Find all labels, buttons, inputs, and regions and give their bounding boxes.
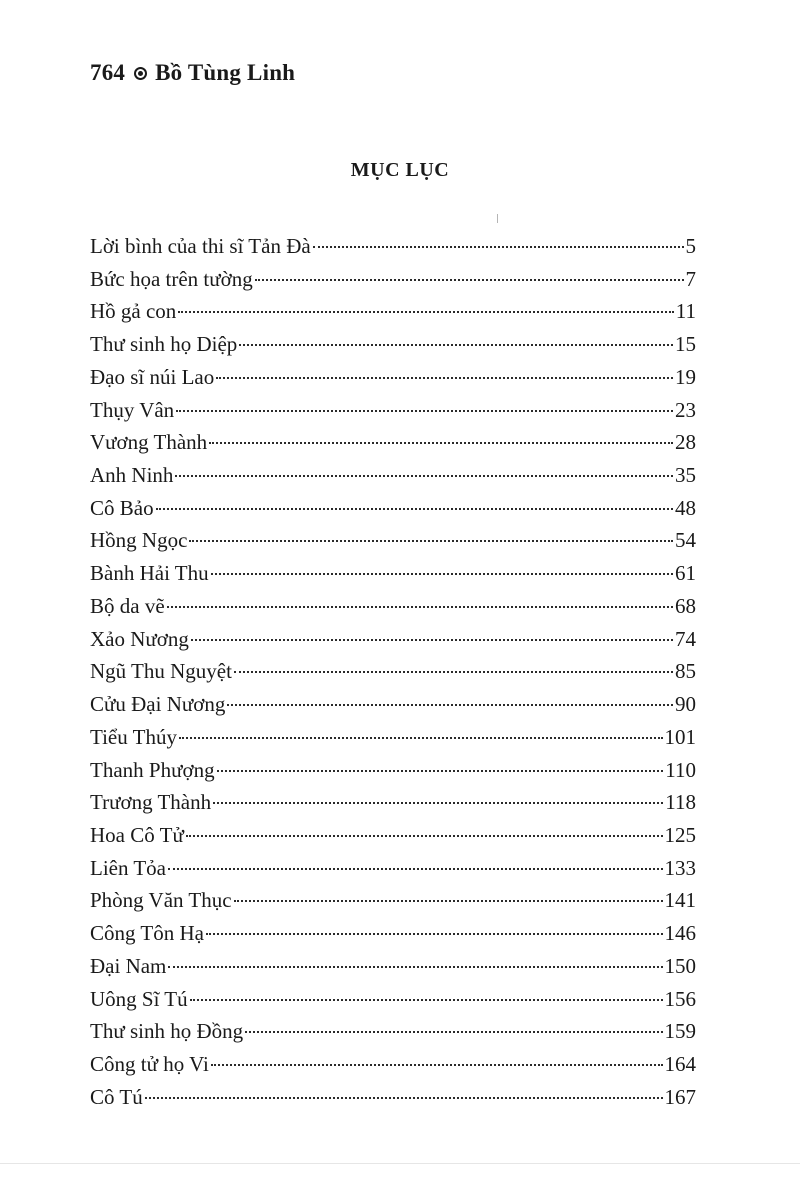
dot-leader [168, 868, 662, 870]
toc-entry [90, 721, 696, 754]
toc-entry-title: Cô Tú [90, 1084, 143, 1109]
page-bottom-edge [0, 1163, 800, 1164]
toc-entry-page-number: 101 [664, 724, 696, 749]
toc-entry-page-number: 125 [664, 822, 696, 847]
dot-leader [176, 410, 673, 412]
dot-leader [179, 737, 663, 739]
toc-entry-title: Hồ gả con [90, 299, 177, 324]
toc-entry-page-number: 61 [675, 561, 696, 586]
dot-leader [239, 344, 673, 346]
toc-entry [90, 917, 696, 950]
toc-entry-page-number: 133 [664, 855, 696, 880]
toc-entry-page-number: 167 [664, 1084, 696, 1109]
toc-entry [90, 328, 696, 361]
toc-entry-title: Thụy Vân [90, 397, 175, 422]
dot-leader [234, 900, 663, 902]
dot-leader [216, 377, 673, 379]
dot-leader [206, 933, 663, 935]
toc-entry-title: Liên Tỏa [90, 855, 167, 880]
toc-entry [90, 394, 696, 427]
toc-entry [90, 884, 696, 917]
dot-leader [255, 279, 684, 281]
toc-entry [90, 263, 696, 296]
dot-leader [168, 966, 662, 968]
toc-entry-title: Cửu Đại Nương [90, 692, 226, 717]
dot-leader [313, 246, 684, 248]
toc-entry [90, 655, 696, 688]
toc-entry [90, 361, 696, 394]
toc-entry [90, 1048, 696, 1081]
toc-entry-page-number: 11 [675, 299, 696, 324]
dot-leader [217, 770, 664, 772]
toc-entry [90, 983, 696, 1016]
toc-entry-page-number: 110 [665, 757, 696, 782]
toc-entry-title: Đạo sĩ núi Lao [90, 364, 215, 389]
running-head [90, 60, 295, 86]
toc-entry-page-number: 150 [664, 953, 696, 978]
toc-title: MỤC LỤC [350, 159, 450, 181]
dot-leader [245, 1031, 662, 1033]
toc-entry [90, 492, 696, 525]
toc-entry [90, 230, 696, 263]
toc-entry [90, 557, 696, 590]
toc-entry [90, 426, 696, 459]
dot-leader [213, 802, 663, 804]
toc-entry [90, 852, 696, 885]
toc-entry [90, 786, 696, 819]
toc-entry [90, 1015, 696, 1048]
toc-entry-title: Lời bình của thi sĩ Tản Đà [90, 234, 311, 258]
dot-leader [211, 573, 673, 575]
bullseye-separator-icon [134, 67, 147, 80]
dot-leader [190, 999, 663, 1001]
toc-entry-title: Ngũ Thu Nguyệt [90, 659, 232, 684]
toc-entry-page-number: 48 [675, 495, 696, 520]
toc-entry-page-number: 74 [675, 626, 696, 651]
dot-leader [145, 1097, 663, 1099]
toc-entry-page-number: 156 [664, 986, 696, 1011]
toc-entry-page-number: 23 [675, 397, 696, 422]
toc-entry-page-number: 28 [675, 430, 696, 455]
toc-entry-title: Tiểu Thúy [90, 724, 177, 749]
toc-entry [90, 459, 696, 492]
toc-entry-title: Hoa Cô Tử [90, 822, 184, 847]
dot-leader [186, 835, 663, 837]
print-speck [497, 214, 498, 223]
toc-entry-title: Phòng Văn Thục [90, 888, 232, 913]
toc-entry-title: Bành Hải Thu [90, 561, 209, 586]
toc-entry-page-number: 7 [685, 266, 696, 291]
dot-leader [189, 540, 673, 542]
toc-entry-title: Bức họa trên tường [90, 266, 253, 291]
dot-leader [211, 1064, 663, 1066]
toc-entry [90, 623, 696, 656]
toc-entry-page-number: 90 [675, 692, 696, 717]
toc-entry-page-number: 68 [675, 593, 696, 618]
toc-entry [90, 819, 696, 852]
toc-entry-title: Vương Thành [90, 430, 208, 455]
toc-entry-title: Công Tôn Hạ [90, 921, 204, 946]
toc-entry-title: Bộ da vẽ [90, 593, 165, 618]
dot-leader [175, 475, 673, 477]
dot-leader [178, 311, 673, 313]
dot-leader [234, 671, 673, 673]
dot-leader [191, 639, 673, 641]
toc-entry-page-number: 85 [675, 659, 696, 684]
toc-entry-title: Xảo Nương [90, 626, 189, 651]
toc-entry [90, 1081, 696, 1114]
toc-entry-page-number: 54 [675, 528, 696, 553]
toc-entry-page-number: 5 [685, 234, 696, 258]
toc-entry-page-number: 118 [665, 790, 696, 815]
toc-entry-title: Hồng Ngọc [90, 528, 188, 553]
toc-entry-title: Thanh Phượng [90, 757, 215, 782]
toc-entry-page-number: 141 [664, 888, 696, 913]
toc-entry-page-number: 15 [675, 332, 696, 357]
toc-entry-page-number: 159 [664, 1019, 696, 1044]
toc-entry-title: Công tử họ Vi [90, 1051, 209, 1076]
dot-leader [156, 508, 673, 510]
toc-entry [90, 688, 696, 721]
toc-entry-page-number: 35 [675, 463, 696, 488]
toc-entry-title: Đại Nam [90, 953, 167, 978]
author-name: Bồ Tùng Linh [155, 60, 296, 85]
page-number: 764 [90, 60, 126, 85]
dot-leader [167, 606, 673, 608]
toc-entry-page-number: 164 [664, 1051, 696, 1076]
toc-entry [90, 295, 696, 328]
toc-entry-title: Thư sinh họ Diệp [90, 332, 238, 357]
table-of-contents [90, 230, 696, 1113]
toc-entry-page-number: 146 [664, 921, 696, 946]
toc-entry-title: Cô Bảo [90, 495, 154, 520]
toc-entry-page-number: 19 [675, 364, 696, 389]
toc-entry [90, 590, 696, 623]
toc-entry-title: Uông Sĩ Tú [90, 986, 188, 1011]
toc-entry-title: Thư sinh họ Đồng [90, 1019, 244, 1044]
toc-entry-title: Anh Ninh [90, 463, 174, 488]
toc-entry [90, 524, 696, 557]
toc-entry [90, 754, 696, 787]
dot-leader [209, 442, 673, 444]
toc-entry [90, 950, 696, 983]
toc-entry-title: Trương Thành [90, 790, 212, 815]
dot-leader [227, 704, 673, 706]
